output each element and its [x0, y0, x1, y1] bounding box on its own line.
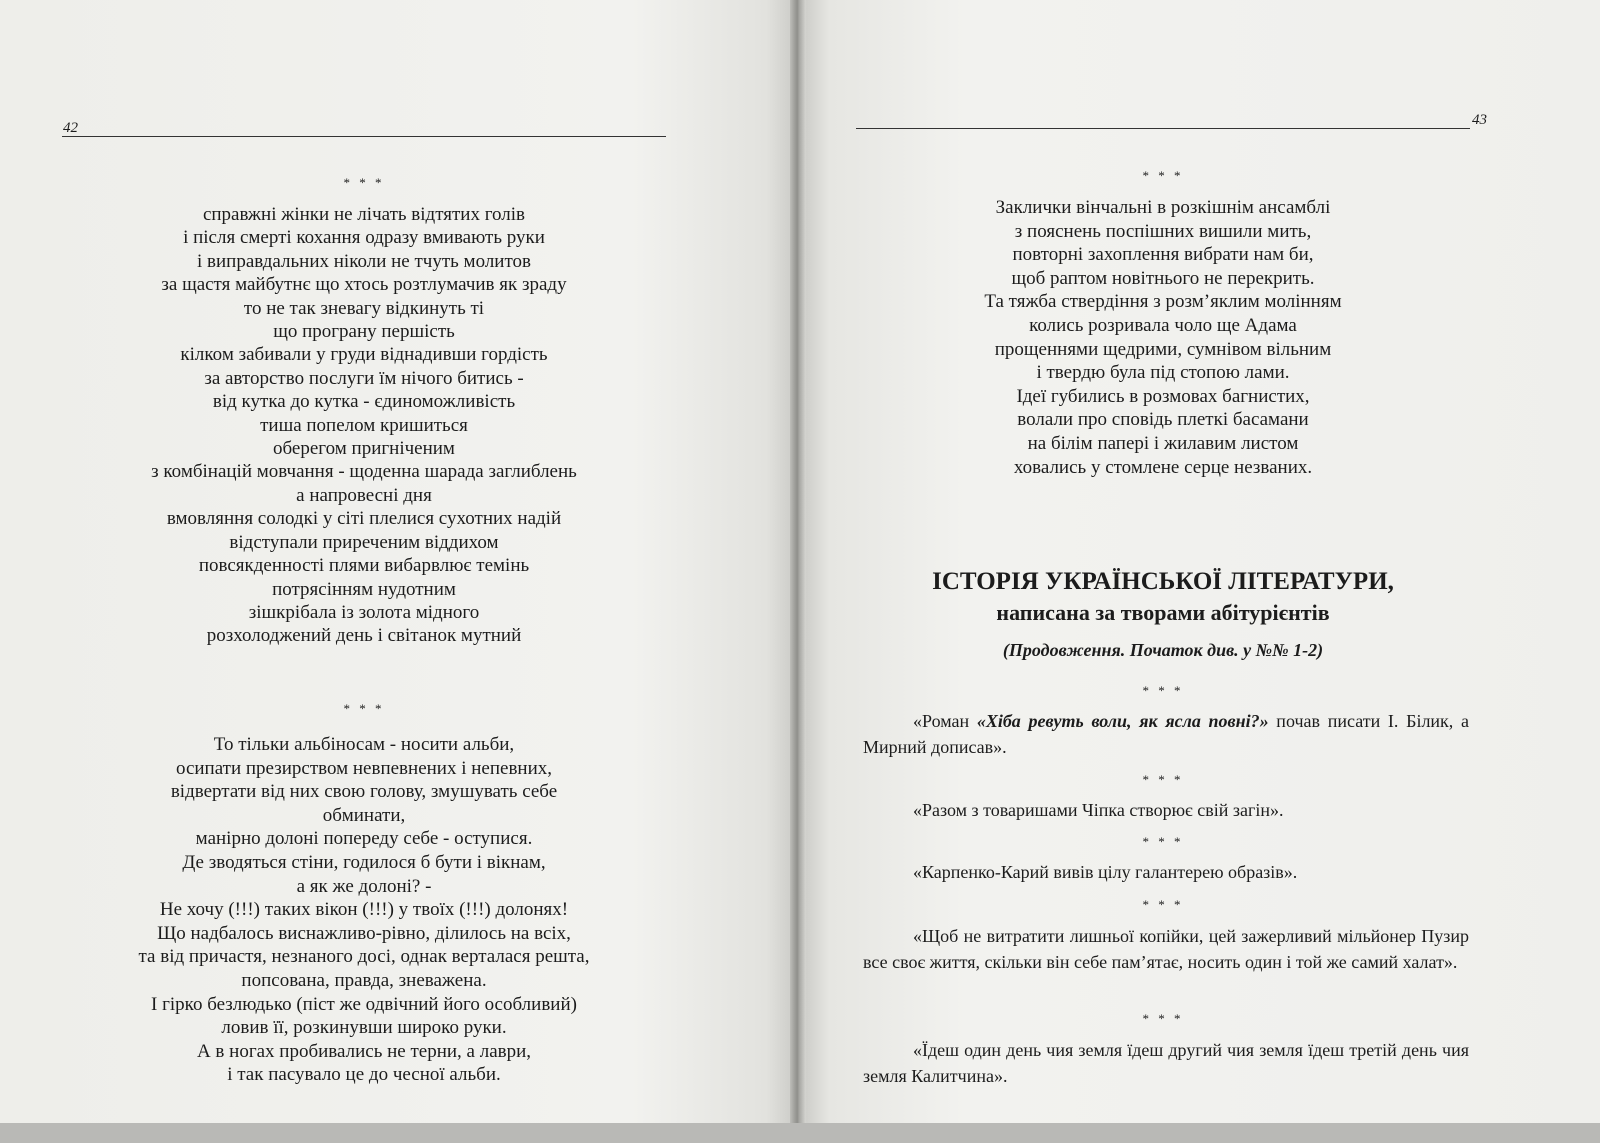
poem-line: і так пасувало це до чесної альби. — [227, 1064, 501, 1086]
quote-item: «Разом з товаришами Чіпка створює свій загін». — [913, 800, 1284, 820]
poem-line: за авторство послуги їм нічого битись - — [204, 367, 524, 389]
article-title: ІСТОРІЯ УКРАЇНСЬКОЇ ЛІТЕРАТУРИ, — [932, 568, 1394, 595]
section-separator: * * * — [343, 175, 385, 190]
poem-block — [62, 203, 666, 648]
poem-line: осипати презирством невпевнених і непевних, — [175, 757, 553, 779]
poem-line: оберегом пригніченим — [273, 438, 455, 460]
section-separator: * * * — [1142, 772, 1184, 787]
poem-line: що програну першість — [273, 321, 455, 343]
poem-line: справжні жінки не лічать відтятих голів — [202, 204, 526, 225]
poem-line: від кутка до кутка - єдиноможливість — [212, 391, 516, 413]
section-separator: * * * — [1142, 834, 1184, 849]
poem-line: ховались у стомлене серце незваних. — [1013, 456, 1313, 478]
poem-line: Та тяжба ствердіння з розм’яклим молінням — [984, 291, 1342, 313]
page-number: 42 — [63, 120, 78, 136]
quote-item: «Їдеш один день чия земля їдеш другий чия земля їдеш третій день чия земля Калитчина». — [863, 1040, 1469, 1086]
poem-line: за щастя майбутнє що хтось розтлумачив як зраду — [161, 274, 567, 296]
section-separator: * * * — [1142, 1011, 1184, 1026]
poem-line: прощеннями щедрими, сумнівом вільним — [994, 338, 1332, 360]
poem-line: відвертати від них свою голову, змушувать себе — [170, 781, 558, 803]
book-gutter — [790, 0, 806, 1123]
poem-line: з комбінацій мовчання - щоденна шарада заглиблень — [151, 461, 577, 483]
header-rule — [856, 128, 1470, 129]
poem-line: щоб раптом новітнього не перекрить. — [1011, 267, 1315, 289]
poem-line: на білім папері і жилавим листом — [1027, 432, 1299, 454]
poem-line: кілком забивали у груди віднадивши гордість — [180, 344, 548, 366]
quote-item: «Щоб не витратити лишньої копійки, цей зажерливий мільйонер Пузир все своє життя, скільки він себе пам’ятає, носить один і той же самий халат». — [863, 926, 1469, 972]
poem-line: ловив її, розкинувши широко руки. — [221, 1017, 507, 1039]
poem-line: відступали приреченим віддихом — [229, 531, 499, 553]
quote-item — [863, 708, 1469, 760]
right-page — [806, 0, 1600, 1123]
section-separator: * * * — [1142, 168, 1184, 183]
poem-line: попсована, правда, зневажена. — [241, 969, 487, 991]
quote-item: «Карпенко-Карий вивів цілу галантерею образів». — [913, 862, 1298, 882]
poem-line: обминати, — [322, 804, 406, 826]
poem-line: і виправдальних ніколи не тчуть молитов — [196, 250, 531, 272]
section-separator: * * * — [1142, 897, 1184, 912]
poem-line: та від причастя, незнаного досі, однак верталася решта, — [138, 946, 590, 968]
poem-line: І гірко безлюдько (піст же одвічний його особливий) — [151, 993, 577, 1015]
poem-line: Не хочу (!!!) таких вікон (!!!) у твоїх (!!!) долонях! — [159, 899, 569, 921]
quote-prefix: «Роман — [913, 711, 977, 731]
poem-line: вмовляння солодкі у сіті плелися сухотних надій — [166, 508, 562, 530]
article-note: (Продовження. Початок див. у №№ 1-2) — [1002, 640, 1324, 660]
left-page — [0, 0, 790, 1123]
poem-line: волали про сповідь плеткі басамани — [1017, 409, 1309, 431]
poem-line: а як же долоні? - — [296, 875, 432, 897]
poem-line: і твердю була під стопою лами. — [1036, 362, 1290, 384]
page-number: 43 — [1472, 112, 1487, 128]
poem-line: і після смерті кохання одразу вмивають руки — [183, 227, 545, 249]
poem-line: то не так зневагу відкинуть ті — [243, 297, 485, 319]
poem-line: Ідеї губились в розмовах багнистих, — [1016, 385, 1310, 407]
header-rule — [62, 136, 666, 137]
scan-background — [0, 1123, 1600, 1143]
poem-line: з пояснень поспішних вишили мить, — [1014, 220, 1312, 242]
poem-line: То тільки альбіносам - носити альби, — [213, 734, 515, 755]
poem-line: Що надбалось виснажливо-рівно, ділилось на всіх, — [157, 922, 571, 944]
section-separator: * * * — [1142, 683, 1184, 698]
poem-line: зішкрібала із золота мідного — [248, 601, 480, 623]
article-subtitle: написана за творами абітурієнтів — [996, 600, 1330, 625]
poem-line: потрясінням нудотним — [272, 578, 456, 600]
poem-block — [856, 196, 1470, 479]
poem-line: розхолоджений день і світанок мутний — [206, 625, 522, 647]
poem-line: повторні захоплення вибрати нам би, — [1012, 244, 1314, 266]
poem-line: а напровесні дня — [296, 484, 432, 506]
poem-line: тиша попелом кришиться — [260, 414, 468, 436]
poem-line: повсякденності плями вибарвлює темінь — [198, 555, 530, 577]
poem-line: А в ногах пробивались не терни, а лаври, — [196, 1040, 532, 1062]
poem-line: Де зводяться стіни, годилося б бути і вікнам, — [182, 851, 546, 873]
poem-line: Заклички вінчальні в розкішнім ансамблі — [995, 197, 1331, 218]
poem-line: манірно долоні попереду себе - оступися. — [195, 828, 533, 850]
section-separator: * * * — [343, 701, 385, 716]
quote-book-title: «Хіба ревуть воли, як ясла повні?» — [976, 711, 1269, 731]
poem-line: колись розривала чоло ще Адама — [1029, 314, 1297, 336]
poem-block — [62, 733, 666, 1087]
quote-suffix: почав писати І. Білик, а Мирний дописав». — [863, 711, 1469, 757]
